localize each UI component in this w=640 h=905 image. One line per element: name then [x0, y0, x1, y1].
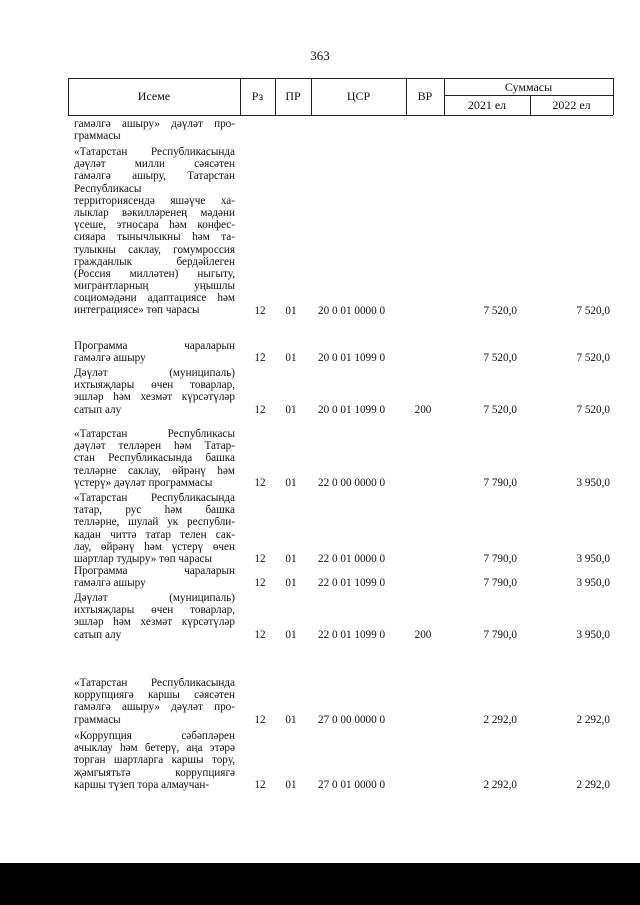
row-name-line: Программа чараларын — [74, 340, 235, 352]
row-name — [74, 565, 235, 589]
row-name-line: гамәлгә ашыру» дәүләт про- — [74, 701, 235, 714]
csr-cell: 20 0 01 1099 0 — [318, 352, 386, 365]
row-name-line: үстерү» дәүләт программасы — [74, 476, 213, 489]
row-name-line: телләрне саклау, өйрәнү һәм — [74, 464, 235, 477]
sum-2022-cell: 7 520,0 — [576, 352, 610, 365]
row-name-line: «Татарстан Республикасында — [74, 492, 235, 504]
page-number: 363 — [310, 48, 330, 63]
sum-2022-cell: 3 950,0 — [576, 476, 610, 489]
row-name-line: мигрантларның уңышлы — [74, 280, 235, 293]
pr-cell: 01 — [285, 713, 297, 726]
row-name-line: шартлар тудыру» төп чарасы — [74, 552, 213, 565]
csr-cell: 20 0 01 1099 0 — [318, 403, 386, 416]
row-name — [74, 592, 235, 641]
pr-cell: 01 — [285, 577, 297, 590]
header-pr: ПР — [285, 89, 301, 103]
row-name-line: эшләр һәм хезмәт күрсәтүләр — [74, 391, 235, 404]
csr-cell: 27 0 01 0000 0 — [318, 778, 386, 791]
rz-cell: 12 — [254, 403, 266, 416]
row-name-line: телләрне, шулай ук республи- — [74, 516, 235, 529]
row-name — [74, 677, 235, 726]
row-name-line: граммасы — [74, 713, 121, 726]
sum-2021-cell: 7 790,0 — [483, 628, 517, 641]
row-name-line: интеграциясе» төп чарасы — [74, 304, 200, 317]
row-name-line: җәмгыятьтә коррупциягә — [74, 766, 235, 779]
sum-2021-cell: 7 520,0 — [483, 304, 517, 317]
row-name-line: татар, рус һәм башка — [74, 504, 235, 517]
rz-cell: 12 — [254, 553, 266, 565]
row-name-line: «Татарстан Республикасында — [74, 677, 235, 689]
header-csr: ЦСР — [346, 89, 371, 103]
rz-cell: 12 — [254, 352, 266, 365]
row-name-line: коррупциягә каршы сәясәтен — [74, 689, 235, 702]
rz-cell: 12 — [254, 304, 266, 317]
pr-cell: 01 — [285, 403, 297, 416]
sum-2021-cell: 2 292,0 — [483, 713, 517, 726]
header-name: Исеме — [137, 89, 171, 103]
header-sums: Суммасы — [504, 80, 553, 94]
sum-2022-cell: 7 520,0 — [576, 403, 610, 416]
rz-cell: 12 — [254, 577, 266, 590]
vr-cell: 200 — [414, 628, 432, 641]
csr-cell: 22 0 01 1099 0 — [318, 577, 386, 590]
csr-cell: 22 0 01 0000 0 — [318, 553, 386, 565]
pr-cell: 01 — [285, 476, 297, 489]
row-name-line: Программа чараларын — [74, 565, 235, 577]
row-name-line: гамәлгә ашыру — [74, 577, 146, 590]
row-name-line: ихтыяҗлары өчен товарлар, — [74, 604, 235, 617]
row-name — [74, 340, 235, 364]
sum-2022-cell: 3 950,0 — [576, 553, 610, 565]
row-name-line: (Россия милләтен) ныгыту, — [74, 267, 235, 280]
header-vr: ВР — [417, 89, 433, 103]
header-bottom-rule — [68, 115, 613, 116]
row-name-line: сияара тынычлыкны һәм та- — [74, 231, 235, 244]
row-name-line: дәүләт телләрен һәм Татар- — [74, 440, 235, 453]
pr-cell: 01 — [285, 304, 297, 317]
row-name-line: Республикасы — [74, 182, 142, 195]
header-top-rule — [68, 78, 613, 79]
row-name-line: торган шартларга каршы тору, — [74, 754, 235, 767]
row-name-line: гамәлгә ашыру» дәүләт про- — [74, 118, 235, 130]
table-header — [68, 78, 613, 118]
row-name — [74, 367, 235, 416]
row-name-line: дәүләт милли сәясәтен — [74, 158, 235, 171]
row-name-line: сатып алу — [74, 403, 122, 416]
row-name-line: граммасы — [74, 130, 121, 143]
row-name-line: гамәлгә ашыру, Татарстан — [74, 170, 235, 183]
sum-2021-cell: 7 790,0 — [483, 476, 517, 489]
pr-cell: 01 — [285, 628, 297, 641]
row-name-line: «Коррупция сәбәпләрен — [74, 730, 235, 742]
row-name — [74, 730, 235, 791]
sum-2021-cell: 7 790,0 — [483, 553, 517, 565]
row-name-line: каршы түзеп тора алмаучан- — [74, 778, 210, 791]
pr-cell: 01 — [285, 553, 297, 565]
sum-2022-cell: 3 950,0 — [576, 577, 610, 590]
row-name-line: ихтыяҗлары өчен товарлар, — [74, 379, 235, 392]
row-name-line: лыклар вәкилләренең мәдәни — [74, 206, 235, 219]
rz-cell: 12 — [254, 476, 266, 489]
rz-cell: 12 — [254, 713, 266, 726]
row-name-line: «Татарстан Республикасында — [74, 146, 235, 158]
header-mid-rule — [444, 95, 613, 96]
row-name-line: территориясендә яшәүче ха- — [74, 194, 235, 207]
row-name-line: стан Республикасында башка — [74, 452, 235, 465]
sum-2021-cell: 2 292,0 — [483, 778, 517, 791]
row-name-line: социомәдәни адаптациясе һәм — [74, 292, 235, 305]
pr-cell: 01 — [285, 352, 297, 365]
header-rz: Рз — [251, 89, 264, 103]
rz-cell: 12 — [254, 628, 266, 641]
header-year-2021: 2021 ел — [467, 98, 507, 112]
sum-2021-cell: 7 520,0 — [483, 352, 517, 365]
csr-cell: 20 0 01 0000 0 — [318, 304, 386, 317]
sum-2022-cell: 3 950,0 — [576, 628, 610, 641]
row-name — [74, 146, 235, 317]
row-name — [74, 118, 235, 142]
rz-cell: 12 — [254, 778, 266, 791]
row-name-line: Дәүләт (муниципаль) — [74, 592, 235, 604]
row-name-line: эшләр һәм хезмәт күрсәтүләр — [74, 616, 235, 629]
row-name-line: тулыкны саклау, гомумроссия — [74, 243, 235, 256]
row-name-line: гамәлгә ашыру — [74, 352, 146, 365]
sum-2021-cell: 7 790,0 — [483, 577, 517, 590]
row-name — [74, 428, 235, 489]
sum-2022-cell: 2 292,0 — [576, 713, 610, 726]
sum-2022-cell: 7 520,0 — [576, 304, 610, 317]
row-name-line: ачыклау һәм бетерү, аңа этәрә — [74, 742, 235, 755]
row-name-line: кадан читтә татар телен сак- — [74, 528, 235, 541]
row-name — [74, 492, 235, 565]
csr-cell: 27 0 00 0000 0 — [318, 713, 386, 726]
csr-cell: 22 0 00 0000 0 — [318, 476, 386, 489]
row-name-line: «Татарстан Республикасы — [74, 428, 235, 440]
sum-2021-cell: 7 520,0 — [483, 403, 517, 416]
row-name-line: сатып алу — [74, 628, 122, 641]
csr-cell: 22 0 01 1099 0 — [318, 628, 386, 641]
row-name-line: гражданлык бердәйлеген — [74, 255, 235, 268]
header-divider — [613, 78, 614, 115]
row-name-line: Дәүләт (муниципаль) — [74, 367, 235, 379]
sum-2022-cell: 2 292,0 — [576, 778, 610, 791]
row-name-line: лау, өйрәнү һәм үстерү өчен — [74, 540, 235, 553]
row-name-line: үсеше, этносара һәм конфес- — [74, 219, 235, 232]
vr-cell: 200 — [414, 403, 432, 416]
scan-bottom-edge — [0, 863, 640, 905]
header-year-2022: 2022 ел — [552, 98, 591, 112]
pr-cell: 01 — [285, 778, 297, 791]
